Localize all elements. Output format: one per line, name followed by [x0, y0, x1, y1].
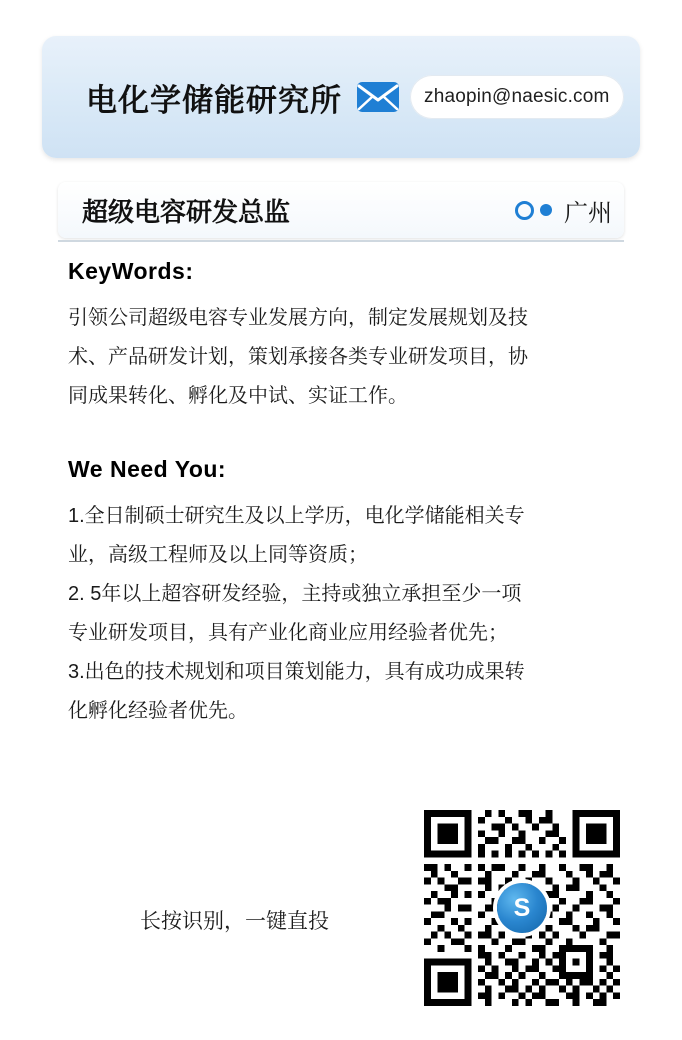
keywords-section — [68, 258, 608, 416]
keywords-line-2: 术、产品研发计划，策划承接各类专业研发项目，协 — [68, 346, 528, 368]
requirements-body — [68, 497, 608, 731]
header-banner — [42, 36, 640, 158]
qr-hint-text: 长按识别，一键直投 — [140, 910, 329, 933]
job-title-bar — [58, 182, 624, 238]
job-title: 超级电容研发总监 — [82, 196, 291, 227]
requirements-line-3: 2. 5年以上超容研发经验，主持或独立承担至少一项 — [68, 583, 522, 605]
keywords-line-1: 引领公司超级电容专业发展方向，制定发展规划及技 — [68, 307, 528, 329]
location-label: 广州 — [564, 199, 612, 227]
keywords-heading: KeyWords: — [68, 258, 194, 284]
location-dot-icon — [540, 204, 552, 216]
organization-title: 电化学储能研究所 — [86, 82, 342, 118]
mail-icon — [356, 81, 400, 113]
job-location — [515, 193, 612, 228]
requirements-line-1: 1.全日制硕士研究生及以上学历，电化学储能相关专 — [68, 505, 525, 527]
requirements-line-5: 3.出色的技术规划和项目策划能力，具有成功成果转 — [68, 661, 525, 683]
requirements-line-4: 专业研发项目，具有产业化商业应用经验者优先； — [68, 622, 508, 644]
email-address[interactable]: zhaopin@naesic.com — [410, 75, 624, 119]
requirements-line-6: 化孵化经验者优先。 — [68, 700, 248, 722]
requirements-section — [68, 456, 608, 731]
job-title-divider — [58, 240, 624, 242]
location-pin-icon — [515, 201, 534, 220]
keywords-body — [68, 299, 608, 416]
requirements-line-2: 业，高级工程师及以上同等资质； — [68, 544, 368, 566]
requirements-heading: We Need You: — [68, 456, 227, 482]
keywords-line-3: 同成果转化、孵化及中试、实证工作。 — [68, 385, 408, 407]
qr-center-logo: S — [497, 883, 547, 933]
